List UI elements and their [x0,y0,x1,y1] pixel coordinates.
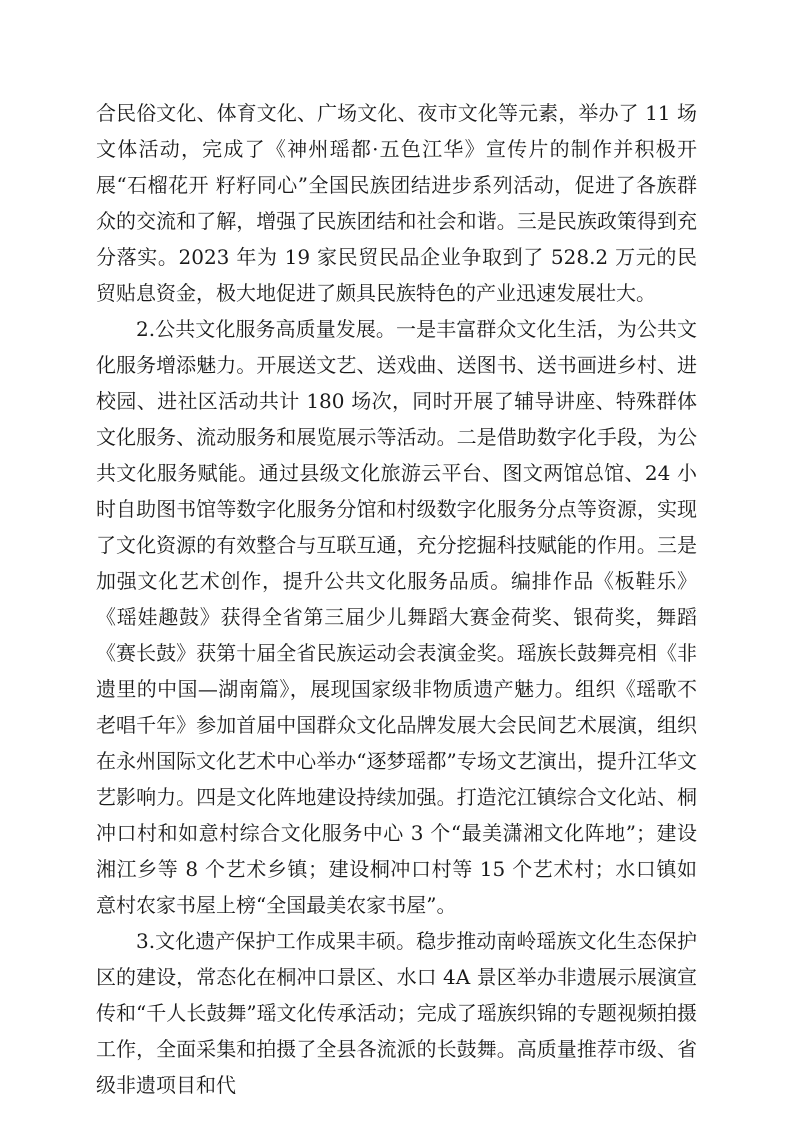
paragraph-ethnic-unity: 合民俗文化、体育文化、广场文化、夜市文化等元素，举办了 11 场文体活动，完成了《神州瑶都·五色江华》宣传片的制作并积极开展“石榴花开 籽籽同心”全国民族团结进步系列活动，促进了各族群众的交流和了解，增强了民族团结和社会和谐。三是民族政策得到充分落实。2023 年为 19 家民贸民品企业争取到了 528.2 万元的民贸贴息资金，极大地促进了颇具民族特色的产业迅速发展壮大。 [96,101,697,305]
paragraph-cultural-heritage: 3.文化遗产保护工作成果丰硕。稳步推动南岭瑶族文化生态保护区的建设，常态化在桐冲口景区、水口 4A 景区举办非遗展示展演宣传和“千人长鼓舞”瑶文化传承活动；完成了瑶族织锦的专题视频拍摄工作，全面采集和拍摄了全县各流派的长鼓舞。高质量推荐市级、省级非遗项目和代 [96,929,697,1097]
paragraph-public-culture-services: 2.公共文化服务高质量发展。一是丰富群众文化生活，为公共文化服务增添魅力。开展送文艺、送戏曲、送图书、送书画进乡村、进校园、进社区活动共计 180 场次，同时开展了辅导讲座、特殊群体文化服务、流动服务和展览展示等活动。二是借助数字化手段，为公共文化服务赋能。通过县级文化旅游云平台、图文两馆总馆、24 小时自助图书馆等数字化服务分馆和村级数字化服务分点等资源，实现了文化资源的有效整合与互联互通，充分挖掘科技赋能的作用。三是加强文化艺术创作，提升公共文化服务品质。编排作品《板鞋乐》《瑶娃趣鼓》获得全省第三届少儿舞蹈大赛金荷奖、银荷奖，舞蹈《赛长鼓》获第十届全省民族运动会表演金奖。瑶族长鼓舞亮相《非遗里的中国—湖南篇》，展现国家级非物质遗产魅力。组织《瑶歌不老唱千年》参加首届中国群众文化品牌发展大会民间艺术展演，组织在永州国际文化艺术中心举办“逐梦瑶都”专场文艺演出，提升江华文艺影响力。四是文化阵地建设持续加强。打造沱江镇综合文化站、桐冲口村和如意村综合文化服务中心 3 个“最美潇湘文化阵地”；建设湘江乡等 8 个艺术乡镇；建设桐冲口村等 15 个艺术村；水口镇如意村农家书屋上榜“全国最美农家书屋”。 [96,317,697,917]
document-page [96,95,697,1103]
